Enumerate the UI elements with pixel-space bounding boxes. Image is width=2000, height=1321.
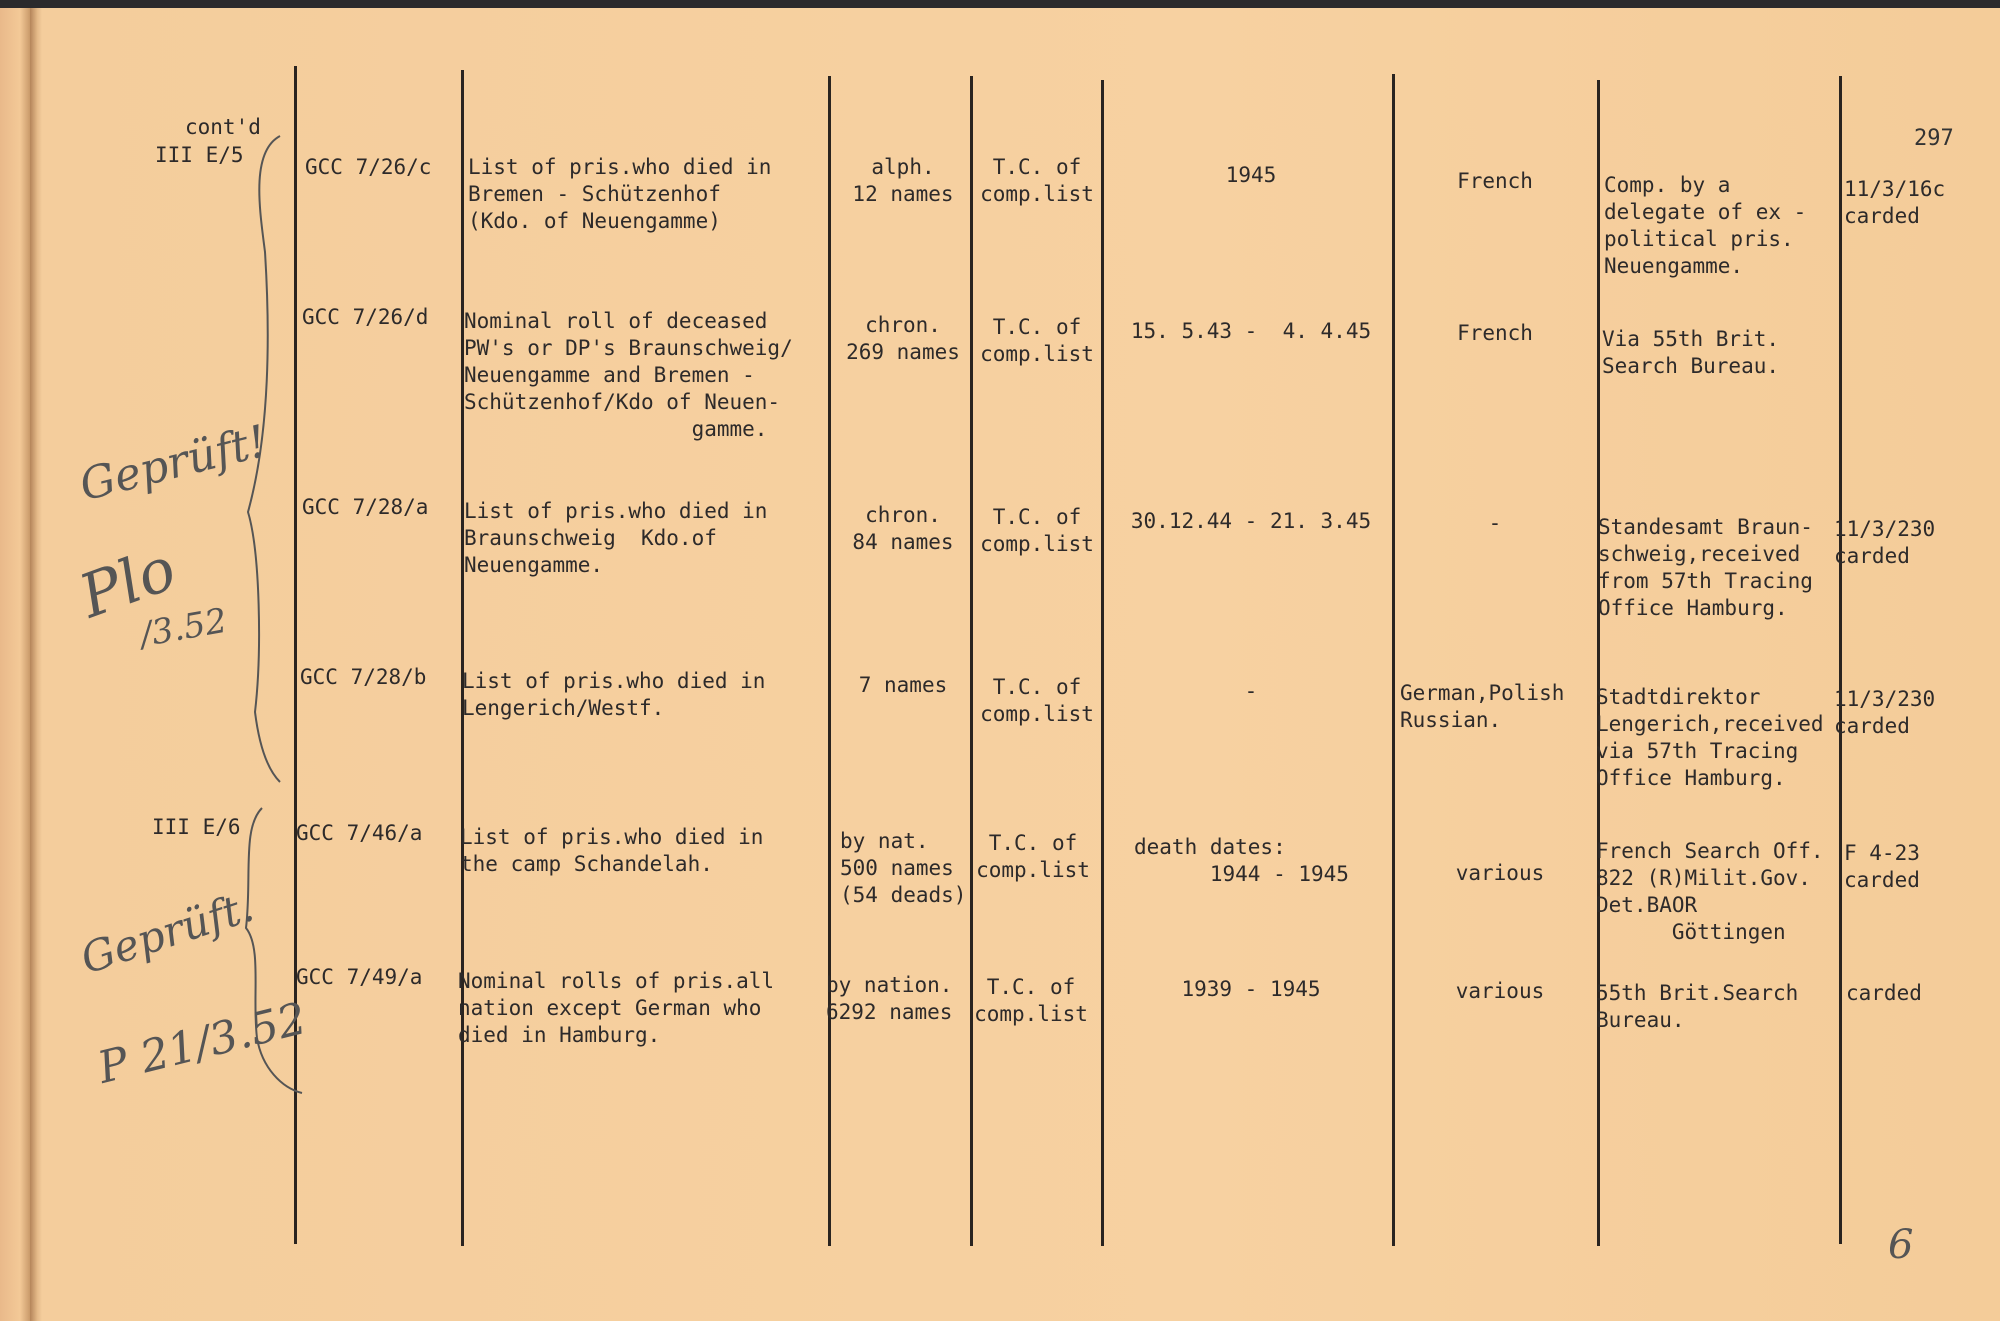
row-period: 1939 - 1945 <box>1181 977 1321 1001</box>
pencil-annotation: P 21/3.52 <box>92 993 312 1094</box>
row-file-ref: 11/3/16c carded <box>1844 177 1946 228</box>
row-ref: GCC 7/28/a <box>302 495 429 519</box>
row-order: alph. 12 names <box>852 155 954 206</box>
pencil-annotation: Geprüft. <box>74 881 260 984</box>
row-file-ref: 11/3/230 carded <box>1834 517 1936 568</box>
row-period: 1945 <box>1225 163 1277 187</box>
row-nationality: French <box>1457 321 1533 345</box>
row-period: death dates: 1944 - 1945 <box>1134 835 1349 886</box>
row-period: 15. 5.43 - 4. 4.45 <box>1130 319 1372 343</box>
row-description: Nominal roll of deceased PW's or DP's Braunschweig/ Neuengamme and Bremen - Schützenhof/Kdo of Neuen- gamme. <box>464 309 793 441</box>
row-description: List of pris.who died in Braunschweig Kdo.of Neuengamme. <box>464 499 768 577</box>
row-description: List of pris.who died in Lengerich/Westf. <box>462 669 766 720</box>
row-description: List of pris.who died in the camp Schandelah. <box>460 825 764 876</box>
row-source: 55th Brit.Search Bureau. <box>1596 981 1799 1032</box>
pencil-annotation: Plo <box>70 533 185 633</box>
ledger-page <box>0 8 2000 1321</box>
row-source: Standesamt Braun- schweig,received from 57th Tracing Office Hamburg. <box>1598 515 1813 620</box>
group-label: III E/6 <box>152 815 241 839</box>
page-number: 297 <box>1914 126 1954 151</box>
row-order: by nat. 500 names (54 deads) <box>840 829 967 907</box>
row-source: Stadtdirektor Lengerich,received via 57th Tracing Office Hamburg. <box>1596 685 1824 790</box>
page-corner-mark: 6 <box>1888 1222 1914 1268</box>
row-nationality: various <box>1455 861 1545 885</box>
row-nationality: various <box>1455 979 1545 1003</box>
row-order: chron. 84 names <box>852 503 954 554</box>
bracket-mark <box>240 132 300 812</box>
row-file-ref: F 4-23 carded <box>1844 841 1920 892</box>
pencil-annotation: /3.52 <box>137 600 230 656</box>
row-ref: GCC 7/26/c <box>305 155 432 179</box>
page-binding <box>30 8 38 1321</box>
row-ref: GCC 7/28/b <box>300 665 427 689</box>
column-rule <box>1392 74 1395 1246</box>
row-ref: GCC 7/49/a <box>296 965 423 989</box>
group-label: III E/5 <box>155 143 244 167</box>
row-order: 7 names <box>858 673 948 697</box>
row-order: by nation. 6292 names <box>826 973 953 1024</box>
column-rule <box>1597 80 1600 1246</box>
column-rule <box>461 70 464 1246</box>
row-ref: GCC 7/46/a <box>296 821 423 845</box>
row-order: chron. 269 names <box>846 313 960 364</box>
row-ref: GCC 7/26/d <box>302 305 429 329</box>
row-file-ref: carded <box>1846 981 1922 1005</box>
row-type: T.C. of comp.list <box>980 155 1094 206</box>
column-rule <box>1839 76 1842 1244</box>
row-type: T.C. of comp.list <box>976 831 1090 882</box>
row-source: French Search Off. 822 (R)Milit.Gov. Det.BAOR Göttingen <box>1596 839 1824 944</box>
row-period: - <box>1244 679 1258 703</box>
row-nationality: French <box>1457 169 1533 193</box>
group-label-contd: cont'd <box>185 115 261 139</box>
row-source: Via 55th Brit. Search Bureau. <box>1602 327 1780 378</box>
row-type: T.C. of comp.list <box>980 675 1094 726</box>
column-rule <box>828 76 831 1246</box>
row-nationality: German,Polish Russian. <box>1400 681 1565 732</box>
column-rule <box>1101 80 1104 1246</box>
row-nationality: - <box>1488 511 1502 535</box>
row-file-ref: 11/3/230 carded <box>1834 687 1936 738</box>
column-rule <box>970 76 973 1246</box>
row-source: Comp. by a delegate of ex - political pris. Neuengamme. <box>1604 173 1807 278</box>
pencil-annotation: Geprüft! <box>74 415 272 512</box>
row-description: Nominal rolls of pris.all nation except German who died in Hamburg. <box>458 969 775 1047</box>
row-type: T.C. of comp.list <box>974 975 1088 1026</box>
row-period: 30.12.44 - 21. 3.45 <box>1130 509 1372 533</box>
row-type: T.C. of comp.list <box>980 315 1094 366</box>
row-description: List of pris.who died in Bremen - Schützenhof (Kdo. of Neuengamme) <box>468 155 772 233</box>
row-type: T.C. of comp.list <box>980 505 1094 556</box>
